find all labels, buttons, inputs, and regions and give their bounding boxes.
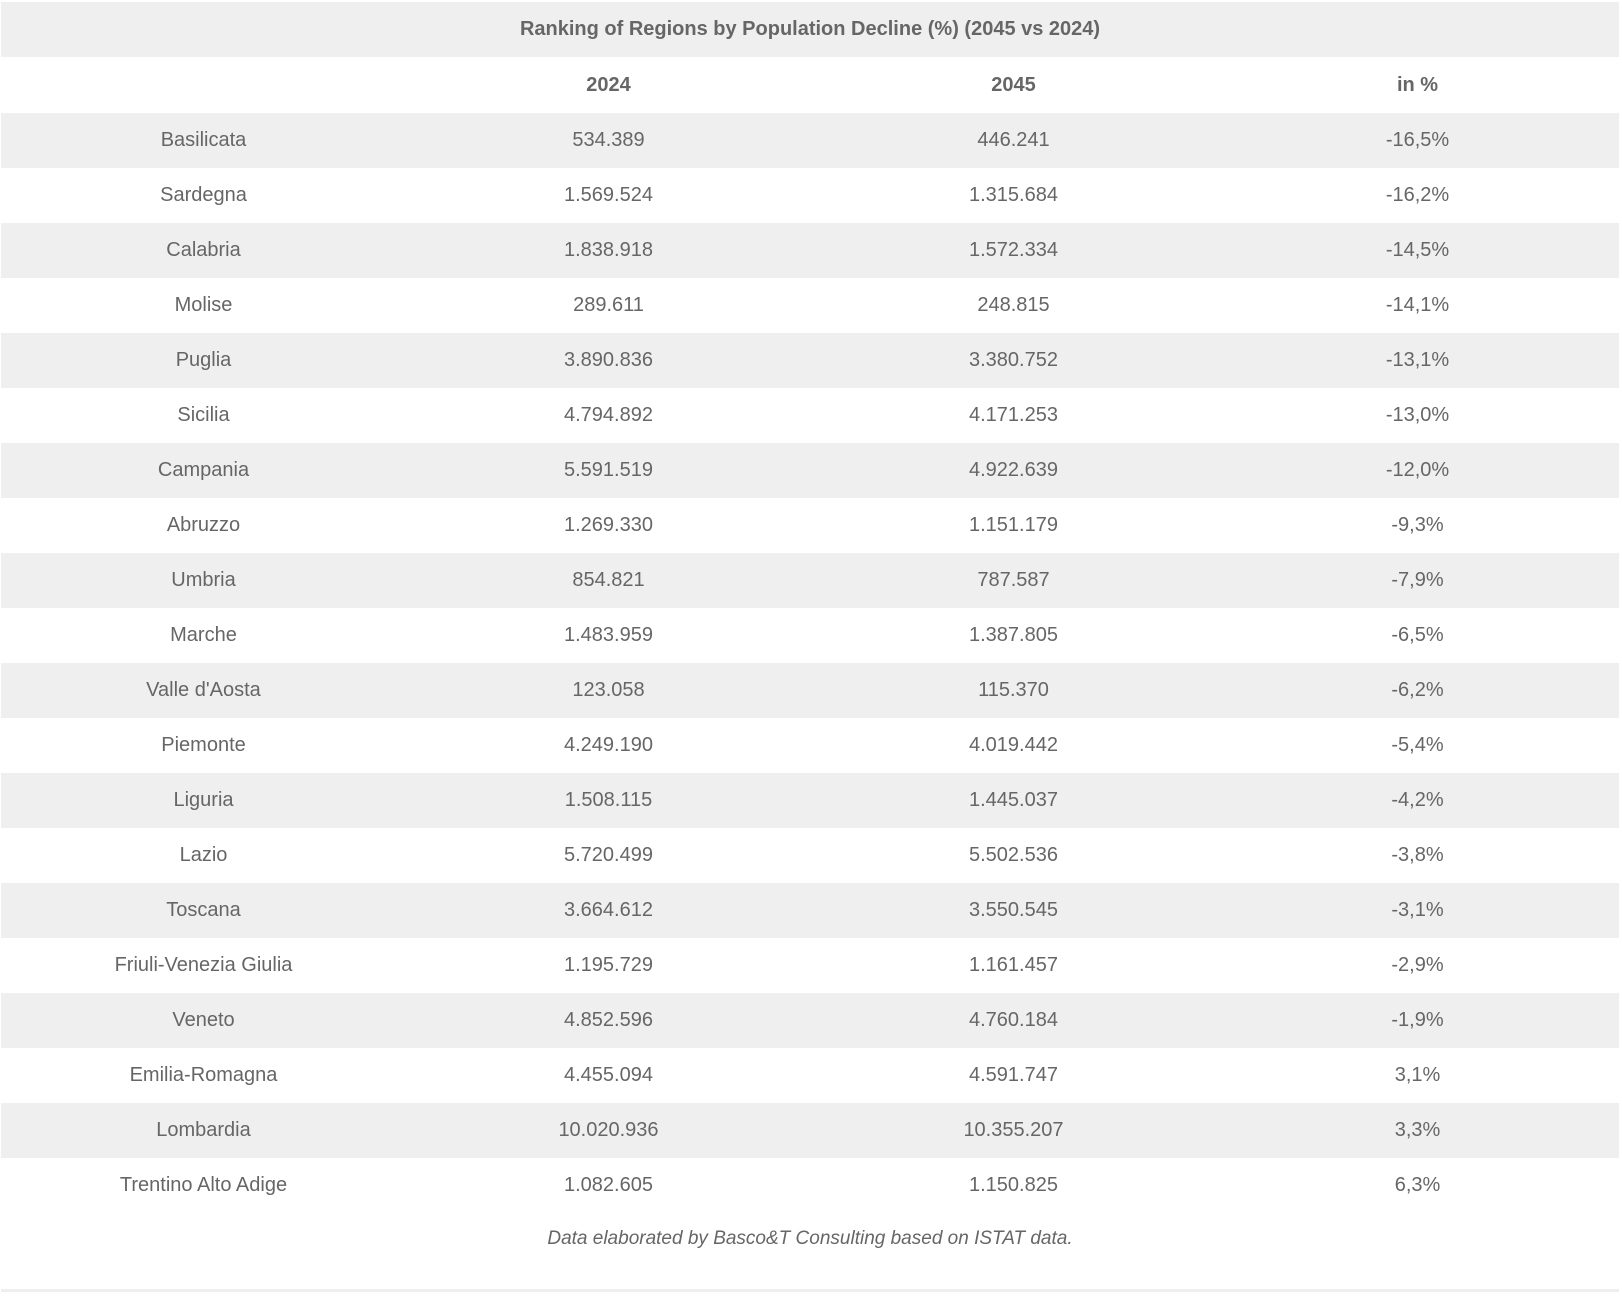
- population-2045-cell: 4.019.442: [811, 718, 1216, 773]
- population-2024-cell: 3.664.612: [406, 883, 811, 938]
- population-2024-cell: 5.720.499: [406, 828, 811, 883]
- population-2024-cell: 1.569.524: [406, 168, 811, 223]
- percent-change-cell: -9,3%: [1216, 498, 1619, 553]
- percent-change-cell: -7,9%: [1216, 553, 1619, 608]
- table-row: [1, 718, 1619, 773]
- percent-change-cell: -14,1%: [1216, 278, 1619, 333]
- region-cell: Marche: [1, 608, 406, 663]
- table-title: Ranking of Regions by Population Decline (%) (2045 vs 2024): [1, 2, 1619, 57]
- population-2024-cell: 1.195.729: [406, 938, 811, 993]
- region-cell: Friuli-Venezia Giulia: [1, 938, 406, 993]
- population-2045-cell: 4.760.184: [811, 993, 1216, 1048]
- percent-change-cell: -14,5%: [1216, 223, 1619, 278]
- population-2045-cell: 3.380.752: [811, 333, 1216, 388]
- population-2024-cell: 534.389: [406, 113, 811, 168]
- region-cell: Emilia-Romagna: [1, 1048, 406, 1103]
- region-cell: Umbria: [1, 553, 406, 608]
- population-2045-cell: 1.150.825: [811, 1158, 1216, 1213]
- table-header-row: [1, 57, 1619, 113]
- table-row: [1, 1048, 1619, 1103]
- population-2045-cell: 4.171.253: [811, 388, 1216, 443]
- population-2024-cell: 123.058: [406, 663, 811, 718]
- population-2045-cell: 1.572.334: [811, 223, 1216, 278]
- population-2024-cell: 4.249.190: [406, 718, 811, 773]
- percent-change-cell: -2,9%: [1216, 938, 1619, 993]
- population-2024-cell: 1.269.330: [406, 498, 811, 553]
- population-2045-cell: 446.241: [811, 113, 1216, 168]
- table-row: [1, 443, 1619, 498]
- percent-change-cell: -3,8%: [1216, 828, 1619, 883]
- percent-change-cell: -12,0%: [1216, 443, 1619, 498]
- table-body: [1, 113, 1619, 1213]
- population-table-container: [1, 2, 1619, 1213]
- table-row: [1, 333, 1619, 388]
- table-footnote: Data elaborated by Basco&T Consulting based on ISTAT data.: [547, 1228, 1073, 1249]
- population-decline-table: [1, 2, 1619, 1213]
- region-cell: Liguria: [1, 773, 406, 828]
- population-2045-cell: 115.370: [811, 663, 1216, 718]
- table-row: [1, 388, 1619, 443]
- population-2045-cell: 1.315.684: [811, 168, 1216, 223]
- table-row: [1, 278, 1619, 333]
- percent-change-cell: 3,3%: [1216, 1103, 1619, 1158]
- region-cell: Basilicata: [1, 113, 406, 168]
- population-2045-cell: 1.445.037: [811, 773, 1216, 828]
- region-cell: Puglia: [1, 333, 406, 388]
- region-cell: Molise: [1, 278, 406, 333]
- table-row: [1, 223, 1619, 278]
- population-2024-cell: 854.821: [406, 553, 811, 608]
- table-row: [1, 773, 1619, 828]
- population-2045-cell: 1.387.805: [811, 608, 1216, 663]
- percent-change-cell: -13,0%: [1216, 388, 1619, 443]
- population-2045-cell: 10.355.207: [811, 1103, 1216, 1158]
- population-2024-cell: 1.838.918: [406, 223, 811, 278]
- region-cell: Lombardia: [1, 1103, 406, 1158]
- population-2045-cell: 3.550.545: [811, 883, 1216, 938]
- region-cell: Lazio: [1, 828, 406, 883]
- table-row: [1, 993, 1619, 1048]
- region-cell: Abruzzo: [1, 498, 406, 553]
- region-cell: Calabria: [1, 223, 406, 278]
- table-row: [1, 498, 1619, 553]
- table-row: [1, 553, 1619, 608]
- region-cell: Sardegna: [1, 168, 406, 223]
- region-cell: Valle d'Aosta: [1, 663, 406, 718]
- percent-change-cell: -16,5%: [1216, 113, 1619, 168]
- region-cell: Trentino Alto Adige: [1, 1158, 406, 1213]
- percent-change-cell: -13,1%: [1216, 333, 1619, 388]
- population-2045-cell: 4.591.747: [811, 1048, 1216, 1103]
- header-percent: in %: [1216, 57, 1619, 113]
- region-cell: Piemonte: [1, 718, 406, 773]
- population-2024-cell: 10.020.936: [406, 1103, 811, 1158]
- table-row: [1, 938, 1619, 993]
- population-2045-cell: 1.161.457: [811, 938, 1216, 993]
- percent-change-cell: -16,2%: [1216, 168, 1619, 223]
- population-2024-cell: 1.082.605: [406, 1158, 811, 1213]
- population-2024-cell: 5.591.519: [406, 443, 811, 498]
- percent-change-cell: -5,4%: [1216, 718, 1619, 773]
- table-row: [1, 1103, 1619, 1158]
- region-cell: Veneto: [1, 993, 406, 1048]
- percent-change-cell: -6,5%: [1216, 608, 1619, 663]
- table-row: [1, 113, 1619, 168]
- region-cell: Campania: [1, 443, 406, 498]
- bottom-divider: [1, 1289, 1619, 1292]
- table-row: [1, 828, 1619, 883]
- percent-change-cell: 3,1%: [1216, 1048, 1619, 1103]
- table-row: [1, 663, 1619, 718]
- header-2024: 2024: [406, 57, 811, 113]
- population-2045-cell: 787.587: [811, 553, 1216, 608]
- population-2024-cell: 3.890.836: [406, 333, 811, 388]
- population-2024-cell: 1.483.959: [406, 608, 811, 663]
- table-row: [1, 883, 1619, 938]
- percent-change-cell: -3,1%: [1216, 883, 1619, 938]
- population-2045-cell: 1.151.179: [811, 498, 1216, 553]
- population-2024-cell: 289.611: [406, 278, 811, 333]
- population-2045-cell: 4.922.639: [811, 443, 1216, 498]
- population-2045-cell: 5.502.536: [811, 828, 1216, 883]
- table-title-row: [1, 2, 1619, 57]
- population-2024-cell: 4.455.094: [406, 1048, 811, 1103]
- percent-change-cell: -4,2%: [1216, 773, 1619, 828]
- population-2024-cell: 4.794.892: [406, 388, 811, 443]
- population-2024-cell: 1.508.115: [406, 773, 811, 828]
- population-2045-cell: 248.815: [811, 278, 1216, 333]
- header-region: [1, 57, 406, 113]
- table-row: [1, 1158, 1619, 1213]
- region-cell: Toscana: [1, 883, 406, 938]
- header-2045: 2045: [811, 57, 1216, 113]
- percent-change-cell: -1,9%: [1216, 993, 1619, 1048]
- population-2024-cell: 4.852.596: [406, 993, 811, 1048]
- table-row: [1, 608, 1619, 663]
- percent-change-cell: -6,2%: [1216, 663, 1619, 718]
- region-cell: Sicilia: [1, 388, 406, 443]
- table-row: [1, 168, 1619, 223]
- percent-change-cell: 6,3%: [1216, 1158, 1619, 1213]
